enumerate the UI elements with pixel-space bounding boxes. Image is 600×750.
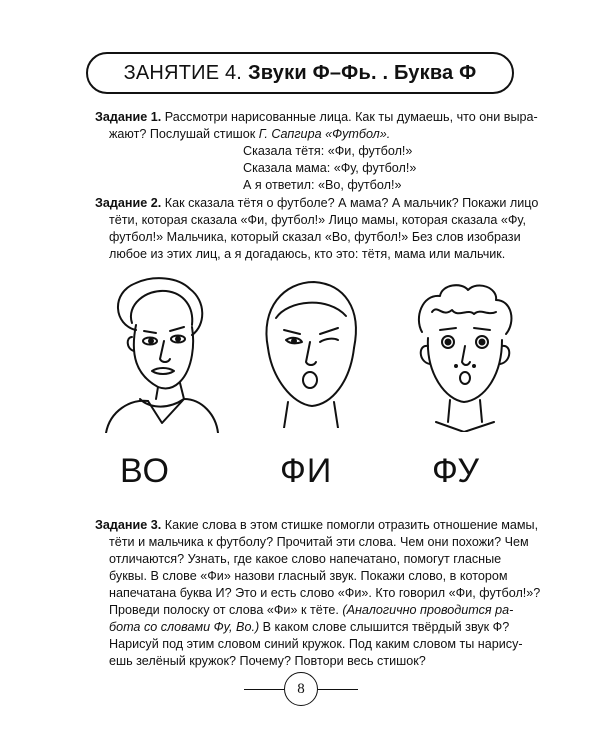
task3-line2: тёти и мальчика к футболу? Прочитай эти слова. Чем они похожи? Чем [109,535,529,549]
task3-line5: напечатана буква И? Это и есть слово «Фи». Кто говорил «Фи, футбол!»? [109,586,541,600]
boy-face-illustration [412,282,516,432]
poem-line: Сказала мама: «Фу, футбол!» [243,161,417,175]
mother-face-illustration [254,278,366,428]
task3-label: Задание 3. [95,518,162,532]
task2-line4: любое из этих лиц, а я догадаюсь, кто это: тётя, мама или мальчик. [109,247,506,261]
title-bold: Звуки Ф–Фь. . Буква Ф [248,61,477,84]
task3-line1: Какие слова в этом стишке помогли отразить отношение мамы, [164,518,539,532]
footer-rule-right [318,689,358,690]
task2-line3: футбол!» Мальчика, который сказал «Во, футбол!» Без слов изобрази [109,230,521,244]
syllable-vo: ВО [120,452,170,490]
syllable-fi: ФИ [280,452,333,490]
syllable-fu: ФУ [432,452,480,490]
task1-line2: жают? Послушай стишок [109,127,256,141]
task3-line3: отличаются? Узнать, где какое слово напечатано, помогут гласные [109,552,502,566]
aunt-face-illustration [96,275,224,433]
poem [243,143,416,194]
poem-line: Сказала тётя: «Фи, футбол!» [243,144,413,158]
task3-line9: ешь зелёный кружок? Почему? Повтори весь стишок? [109,654,426,668]
task2-line1: Как сказала тётя о футболе? А мама? А мальчик? Покажи лицо [164,196,539,210]
poem-line: А я ответил: «Во, футбол!» [243,178,402,192]
task1-paragraph [95,109,538,143]
footer-rule-left [244,689,284,690]
task3-line8: Нарисуй под этим словом синий кружок. Под каким словом ты нарису- [109,637,523,651]
task3-paragraph [95,517,540,670]
task3-line7: В каком слове слышится твёрдый звук Ф? [262,620,510,634]
task1-label: Задание 1. [95,110,162,124]
lesson-title-box [86,52,514,94]
title-prefix: ЗАНЯТИЕ 4. [123,61,243,84]
task2-line2: тёти, которая сказала «Фи, футбол!» Лицо мамы, которая сказала «Фу, [109,213,526,227]
task3-line6: Проведи полоску от слова «Фи» к тёте. [109,603,339,617]
task3-line6-italic: (Аналогично проводится ра- [342,603,514,617]
task1-line1: Рассмотри нарисованные лица. Как ты думаешь, что они выра- [164,110,538,124]
task2-paragraph [95,195,538,263]
task2-label: Задание 2. [95,196,162,210]
task3-line4: буквы. В слове «Фи» назови гласный звук. Покажи слово, в котором [109,569,508,583]
task3-line7-italic: бота со словами Фу, Во.) [109,620,260,634]
page-number: 8 [284,672,318,706]
task1-author: Г. Сапгира «Футбол». [258,127,391,141]
